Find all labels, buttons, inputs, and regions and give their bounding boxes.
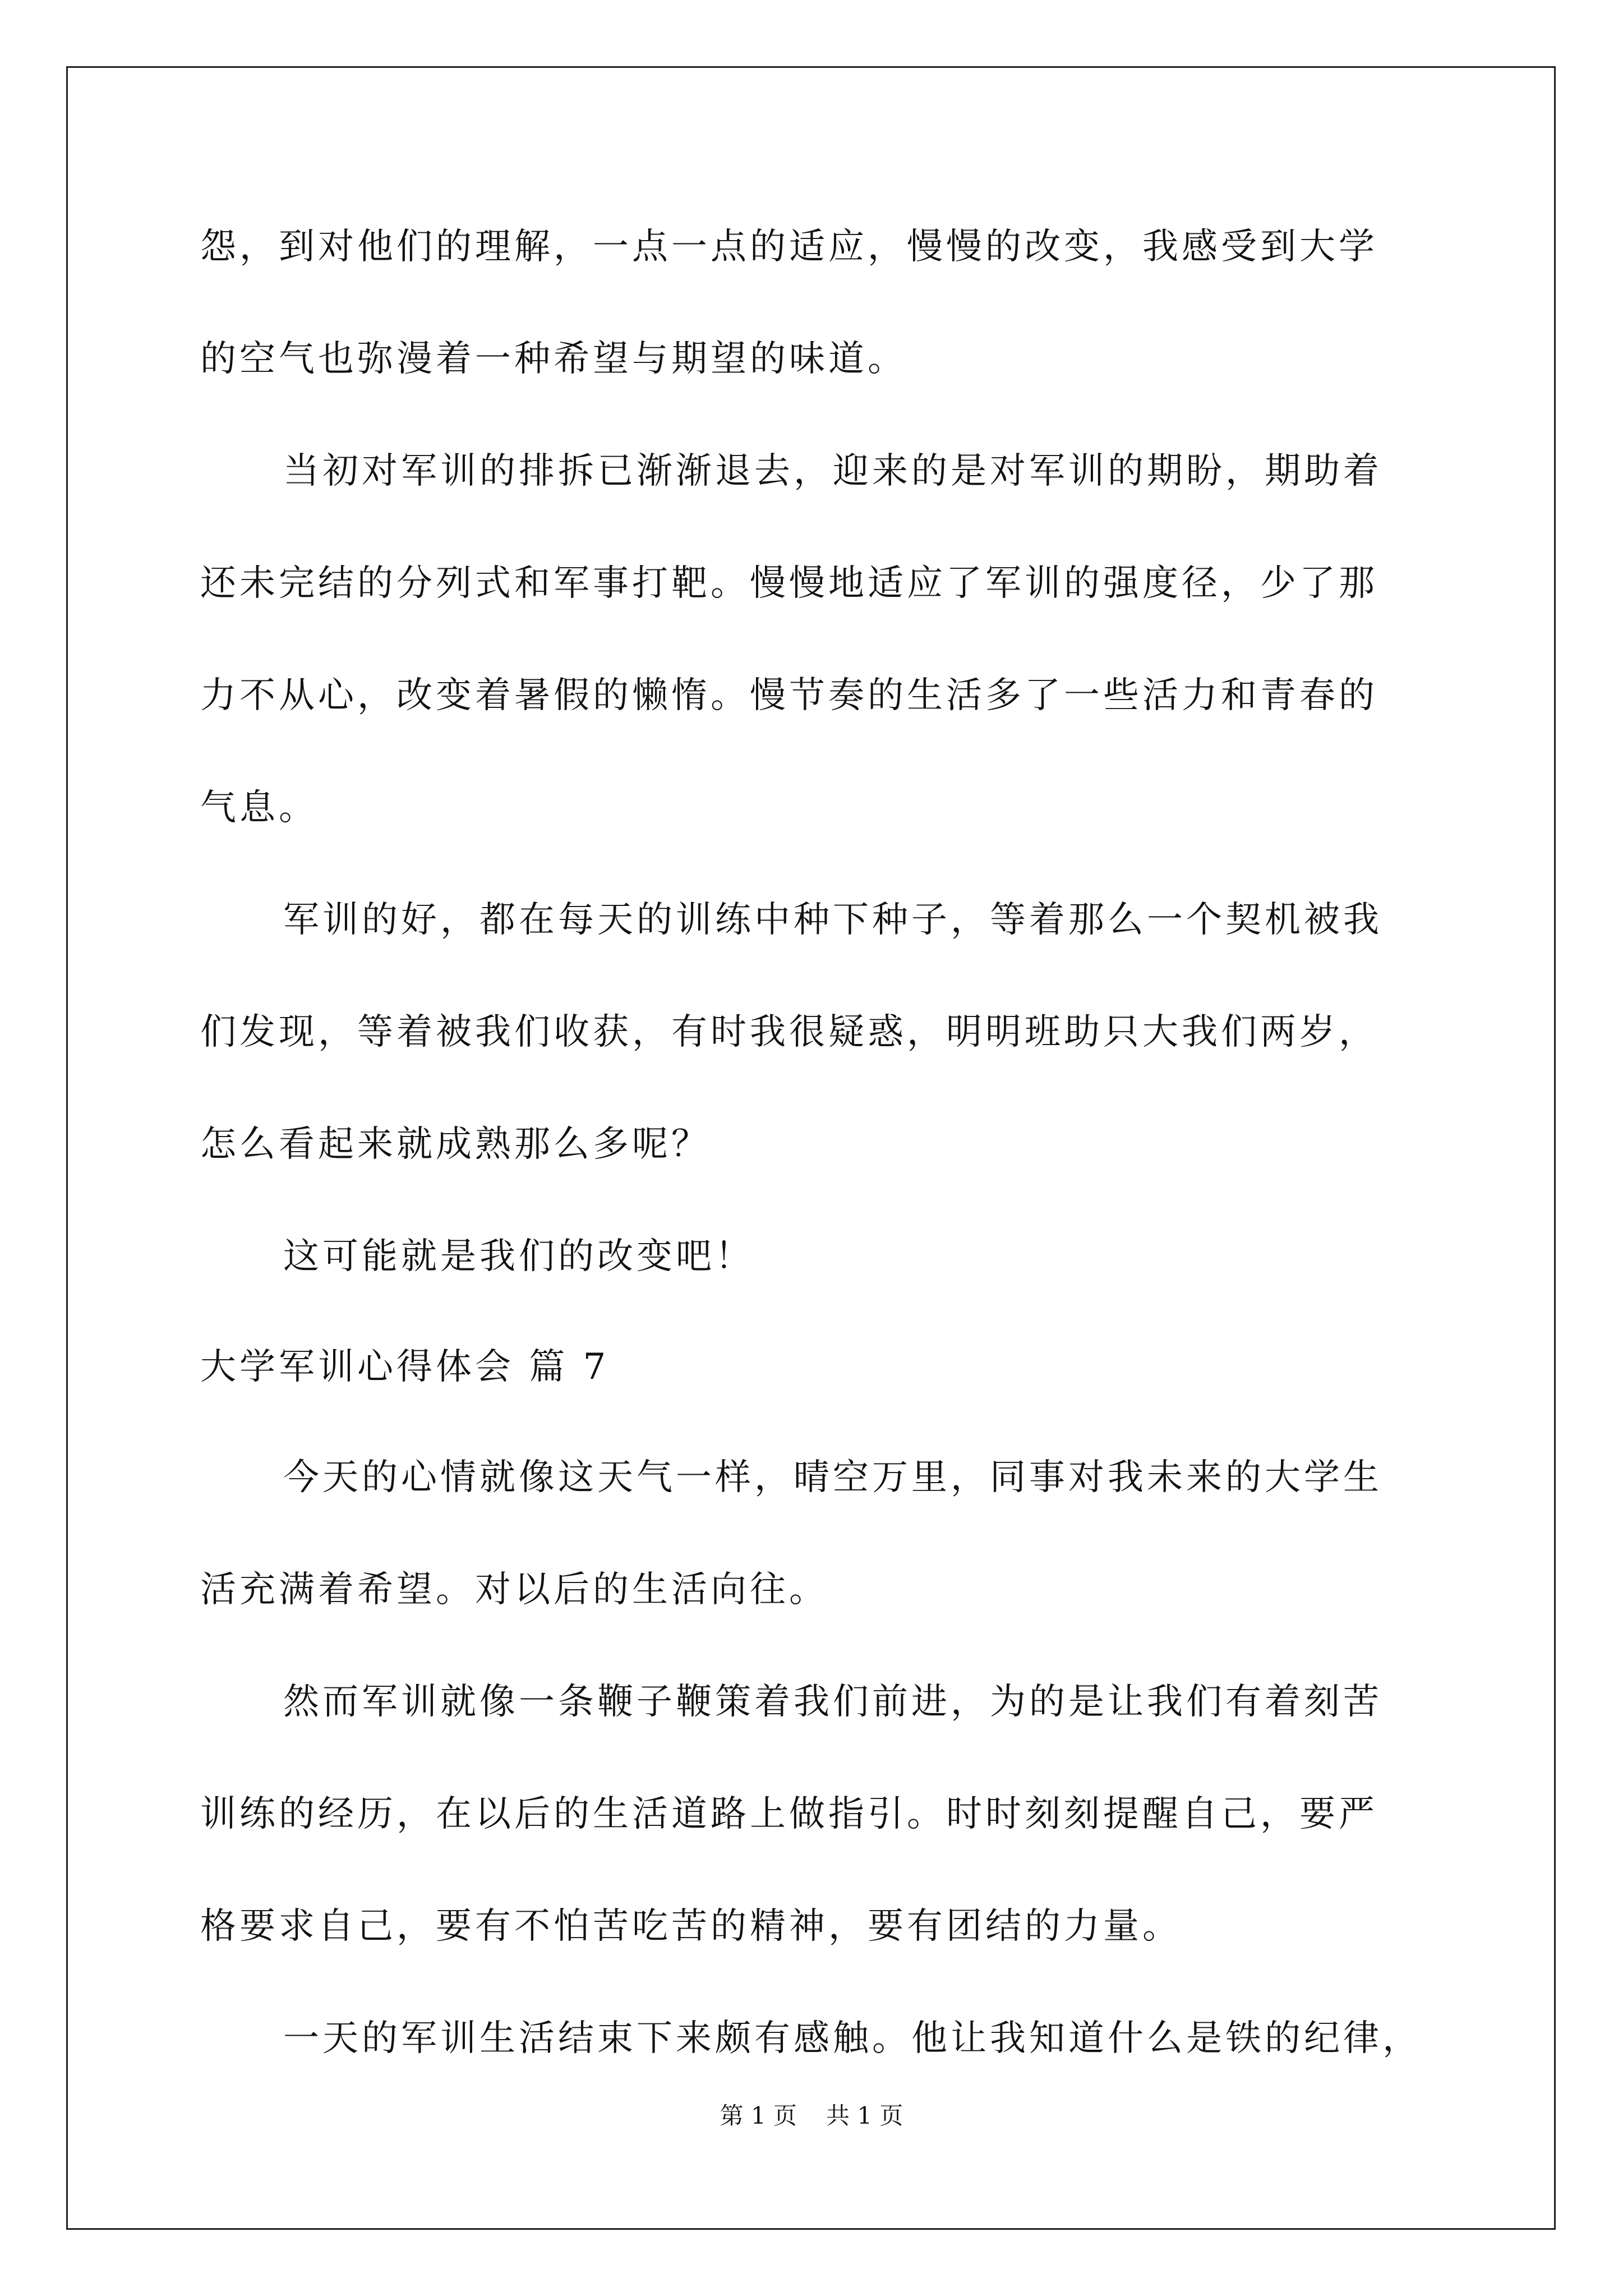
paragraph-start-line: 然而军训就像一条鞭子鞭策着我们前进，为的是让我们有着刻苦 xyxy=(283,1681,1382,1723)
text-line: 怨，到对他们的理解，一点一点的适应，慢慢的改变，我感受到大学 xyxy=(200,226,1378,268)
paragraph-start-line: 军训的好，都在每天的训练中种下种子，等着那么一个契机被我 xyxy=(283,899,1382,941)
paragraph-start-line: 当初对军训的排拆已渐渐退去，迎来的是对军训的期盼，期助着 xyxy=(283,450,1382,492)
paragraph-start-line: 一天的军训生活结束下来颇有感触。他让我知道什么是铁的纪律， xyxy=(283,2018,1422,2059)
text-line: 气息。 xyxy=(200,787,318,829)
paragraph-start-line: 今天的心情就像这天气一样，晴空万里，同事对我未来的大学生 xyxy=(283,1457,1382,1498)
paragraph-start-line: 这可能就是我们的改变吧！ xyxy=(283,1236,754,1277)
page-total: 共 1 页 xyxy=(826,2102,903,2129)
page-number: 第 1 页 xyxy=(720,2102,797,2129)
text-line: 们发现，等着被我们收获，有时我很疑惑，明明班助只大我们两岁， xyxy=(200,1011,1378,1053)
text-line: 力不从心，改变着暑假的懒惰。慢节奏的生活多了一些活力和青春的 xyxy=(200,675,1378,716)
text-line: 训练的经历，在以后的生活道路上做指引。时时刻刻提醒自己，要严 xyxy=(200,1793,1378,1835)
text-line: 还未完结的分列式和军事打靶。慢慢地适应了军训的强度径，少了那 xyxy=(200,563,1378,604)
text-line: 的空气也弥漫着一种希望与期望的味道。 xyxy=(200,338,907,380)
section-heading: 大学军训心得体会 篇 7 xyxy=(200,1346,610,1388)
text-line: 怎么看起来就成熟那么多呢？ xyxy=(200,1124,711,1165)
text-line: 活充满着希望。对以后的生活向往。 xyxy=(200,1569,828,1611)
text-line: 格要求自己，要有不怕苦吃苦的精神，要有团结的力量。 xyxy=(200,1906,1182,1947)
page-footer xyxy=(0,2102,1623,2130)
